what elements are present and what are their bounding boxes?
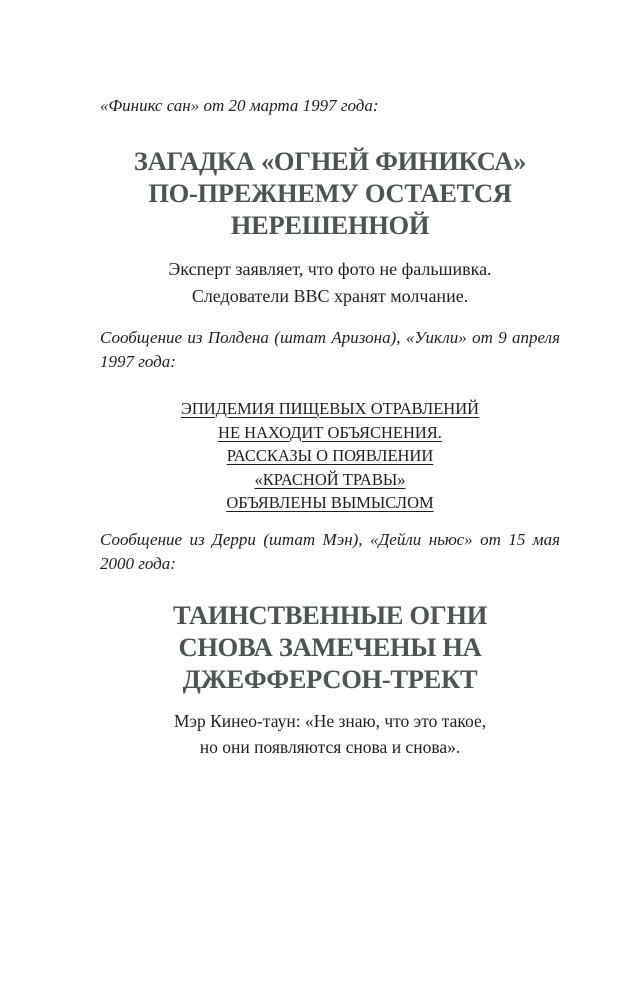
- story2-headline-line: ОБЪЯВЛЕНЫ ВЫМЫСЛОМ: [226, 493, 434, 512]
- story3-headline-line: СНОВА ЗАМЕЧЕНЫ НА: [178, 632, 482, 662]
- story1-subheadline-line: Эксперт заявляет, что фото не фальшивка.: [168, 259, 492, 279]
- story1-headline: [100, 145, 560, 241]
- story2-headline-line: ЭПИДЕМИЯ ПИЩЕВЫХ ОТРАВЛЕНИЙ: [180, 399, 480, 418]
- story3-headline: [100, 599, 560, 695]
- story3-source: Сообщение из Дерри (штат Мэн), «Дейли ньюс» от 15 мая 2000 года:: [100, 530, 560, 573]
- story2-headline-line: РАССКАЗЫ О ПОЯВЛЕНИИ: [226, 446, 434, 465]
- story1-headline-line: ПО-ПРЕЖНЕМУ ОСТАЕТСЯ: [148, 178, 512, 208]
- story3-subheadline-line: но они появляются снова и снова».: [199, 737, 461, 757]
- story1-source: «Финикс сан» от 20 марта 1997 года:: [100, 96, 379, 115]
- story2-headline: [100, 397, 560, 515]
- story3-subheadline: [100, 708, 560, 760]
- story1-headline-line: НЕРЕШЕННОЙ: [230, 210, 430, 240]
- story2-headline-line: «КРАСНОЙ ТРАВЫ»: [254, 469, 406, 489]
- story3-headline-line: ТАИНСТВЕННЫЕ ОГНИ: [172, 600, 488, 630]
- story1-headline-line: ЗАГАДКА «ОГНЕЙ ФИНИКСА»: [133, 146, 527, 176]
- story1-subheadline-line: Следователи ВВС хранят молчание.: [191, 286, 469, 306]
- story2-headline-line: НЕ НАХОДИТ ОБЪЯСНЕНИЯ.: [218, 422, 442, 442]
- story3-headline-line: ДЖЕФФЕРСОН-ТРЕКТ: [182, 664, 478, 694]
- story1-subheadline: [100, 256, 560, 310]
- story3-subheadline-line: Мэр Кинео-таун: «Не знаю, что это такое,: [173, 711, 487, 731]
- story2-source: Сообщение из Полдена (штат Аризона), «Уикли» от 9 апреля 1997 года:: [100, 328, 560, 371]
